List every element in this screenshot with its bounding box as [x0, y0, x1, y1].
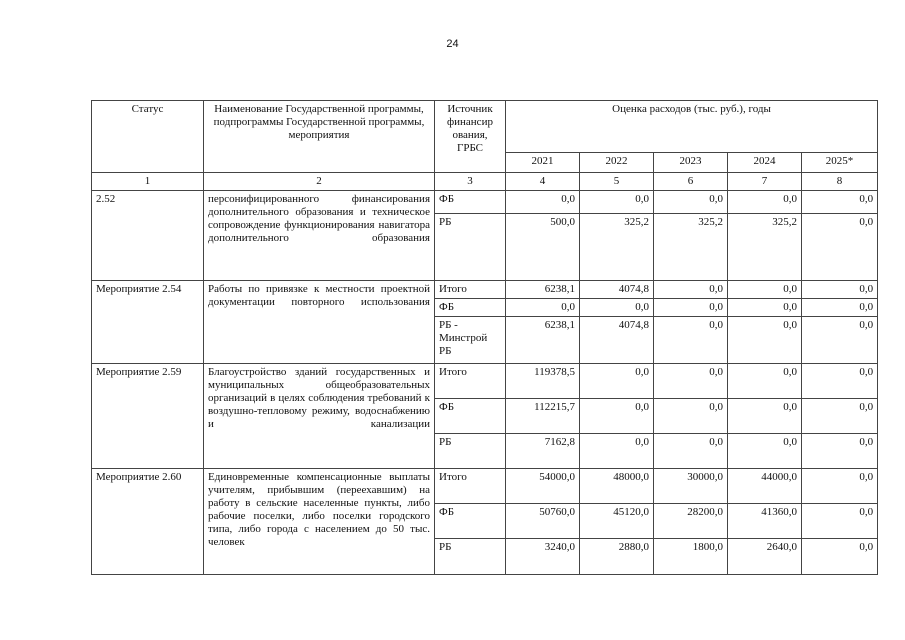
column-index: 2 [204, 173, 435, 191]
source-cell: РБ [435, 434, 506, 469]
source-cell: ФБ [435, 299, 506, 317]
value-cell: 0,0 [802, 364, 878, 399]
source-cell: ФБ [435, 191, 506, 214]
value-cell: 0,0 [728, 281, 802, 299]
header-year: 2023 [654, 153, 728, 173]
header-status: Статус [92, 101, 204, 173]
value-cell: 0,0 [728, 364, 802, 399]
value-cell: 0,0 [802, 191, 878, 214]
value-cell: 325,2 [580, 214, 654, 281]
measure-name-cell: Работы по привязке к местности проектной документации повторного использования [204, 281, 435, 364]
column-index: 6 [654, 173, 728, 191]
source-cell: ФБ [435, 399, 506, 434]
column-index: 1 [92, 173, 204, 191]
source-cell: РБ - Минстрой РБ [435, 317, 506, 364]
source-cell: Итого [435, 281, 506, 299]
column-index: 5 [580, 173, 654, 191]
value-cell: 2640,0 [728, 539, 802, 575]
header-year: 2024 [728, 153, 802, 173]
value-cell: 7162,8 [506, 434, 580, 469]
value-cell: 0,0 [580, 434, 654, 469]
value-cell: 45120,0 [580, 504, 654, 539]
value-cell: 0,0 [802, 539, 878, 575]
value-cell: 0,0 [802, 399, 878, 434]
source-cell: Итого [435, 364, 506, 399]
value-cell: 119378,5 [506, 364, 580, 399]
value-cell: 0,0 [728, 299, 802, 317]
value-cell: 0,0 [728, 191, 802, 214]
header-name: Наименование Государственной программы, подпрограммы Государственной программы, мероприятия [204, 101, 435, 173]
source-cell: РБ [435, 214, 506, 281]
value-cell: 325,2 [728, 214, 802, 281]
value-cell: 0,0 [728, 399, 802, 434]
page-number: 24 [446, 38, 459, 50]
value-cell: 0,0 [654, 434, 728, 469]
value-cell: 28200,0 [654, 504, 728, 539]
value-cell: 0,0 [580, 364, 654, 399]
source-cell: ФБ [435, 504, 506, 539]
source-cell: Итого [435, 469, 506, 504]
value-cell: 0,0 [802, 504, 878, 539]
value-cell: 0,0 [654, 191, 728, 214]
header-row-top [92, 101, 878, 153]
column-index-row [92, 173, 878, 191]
value-cell: 500,0 [506, 214, 580, 281]
value-cell: 0,0 [654, 364, 728, 399]
status-cell: Мероприятие 2.54 [92, 281, 204, 364]
value-cell: 0,0 [580, 299, 654, 317]
column-index: 4 [506, 173, 580, 191]
value-cell: 0,0 [506, 299, 580, 317]
value-cell: 0,0 [728, 317, 802, 364]
value-cell: 54000,0 [506, 469, 580, 504]
header-year: 2021 [506, 153, 580, 173]
column-index: 7 [728, 173, 802, 191]
measure-name-cell: Единовременные компенсационные выплаты учителям, прибывшим (переехавшим) на работу в сельские населенные пункты, либо рабочие поселки, либо поселки городского типа, либо города с населением до 50 тыс. человек [204, 469, 435, 575]
value-cell: 2880,0 [580, 539, 654, 575]
value-cell: 3240,0 [506, 539, 580, 575]
status-cell: Мероприятие 2.60 [92, 469, 204, 575]
table-row [92, 469, 878, 504]
value-cell: 6238,1 [506, 317, 580, 364]
column-index: 3 [435, 173, 506, 191]
expenses-table [91, 100, 878, 575]
table-row [92, 191, 878, 214]
value-cell: 0,0 [802, 469, 878, 504]
value-cell: 0,0 [506, 191, 580, 214]
value-cell: 50760,0 [506, 504, 580, 539]
value-cell: 0,0 [802, 299, 878, 317]
value-cell: 0,0 [654, 317, 728, 364]
column-index: 8 [802, 173, 878, 191]
header-year: 2022 [580, 153, 654, 173]
status-cell: Мероприятие 2.59 [92, 364, 204, 469]
header-year: 2025* [802, 153, 878, 173]
value-cell: 0,0 [802, 214, 878, 281]
value-cell: 4074,8 [580, 281, 654, 299]
table-row [92, 281, 878, 299]
value-cell: 0,0 [802, 434, 878, 469]
value-cell: 30000,0 [654, 469, 728, 504]
header-source: Источник финансир ования, ГРБС [435, 101, 506, 173]
value-cell: 112215,7 [506, 399, 580, 434]
value-cell: 1800,0 [654, 539, 728, 575]
table-row [92, 364, 878, 399]
value-cell: 0,0 [654, 299, 728, 317]
value-cell: 0,0 [802, 317, 878, 364]
source-cell: РБ [435, 539, 506, 575]
value-cell: 0,0 [580, 191, 654, 214]
header-expenses: Оценка расходов (тыс. руб.), годы [506, 101, 878, 153]
value-cell: 0,0 [654, 399, 728, 434]
value-cell: 325,2 [654, 214, 728, 281]
value-cell: 0,0 [654, 281, 728, 299]
value-cell: 41360,0 [728, 504, 802, 539]
value-cell: 0,0 [728, 434, 802, 469]
value-cell: 0,0 [802, 281, 878, 299]
value-cell: 44000,0 [728, 469, 802, 504]
value-cell: 48000,0 [580, 469, 654, 504]
value-cell: 0,0 [580, 399, 654, 434]
value-cell: 6238,1 [506, 281, 580, 299]
status-cell: 2.52 [92, 191, 204, 281]
measure-name-cell: Благоустройство зданий государственных и муниципальных общеобразовательных организаций в целях соблюдения требований к воздушно-тепловому режиму, водоснабжению и канализации [204, 364, 435, 469]
value-cell: 4074,8 [580, 317, 654, 364]
measure-name-cell: персонифицированного финансирования дополнительного образования и техническое сопровождение функционирования навигатора дополнительного образования [204, 191, 435, 281]
